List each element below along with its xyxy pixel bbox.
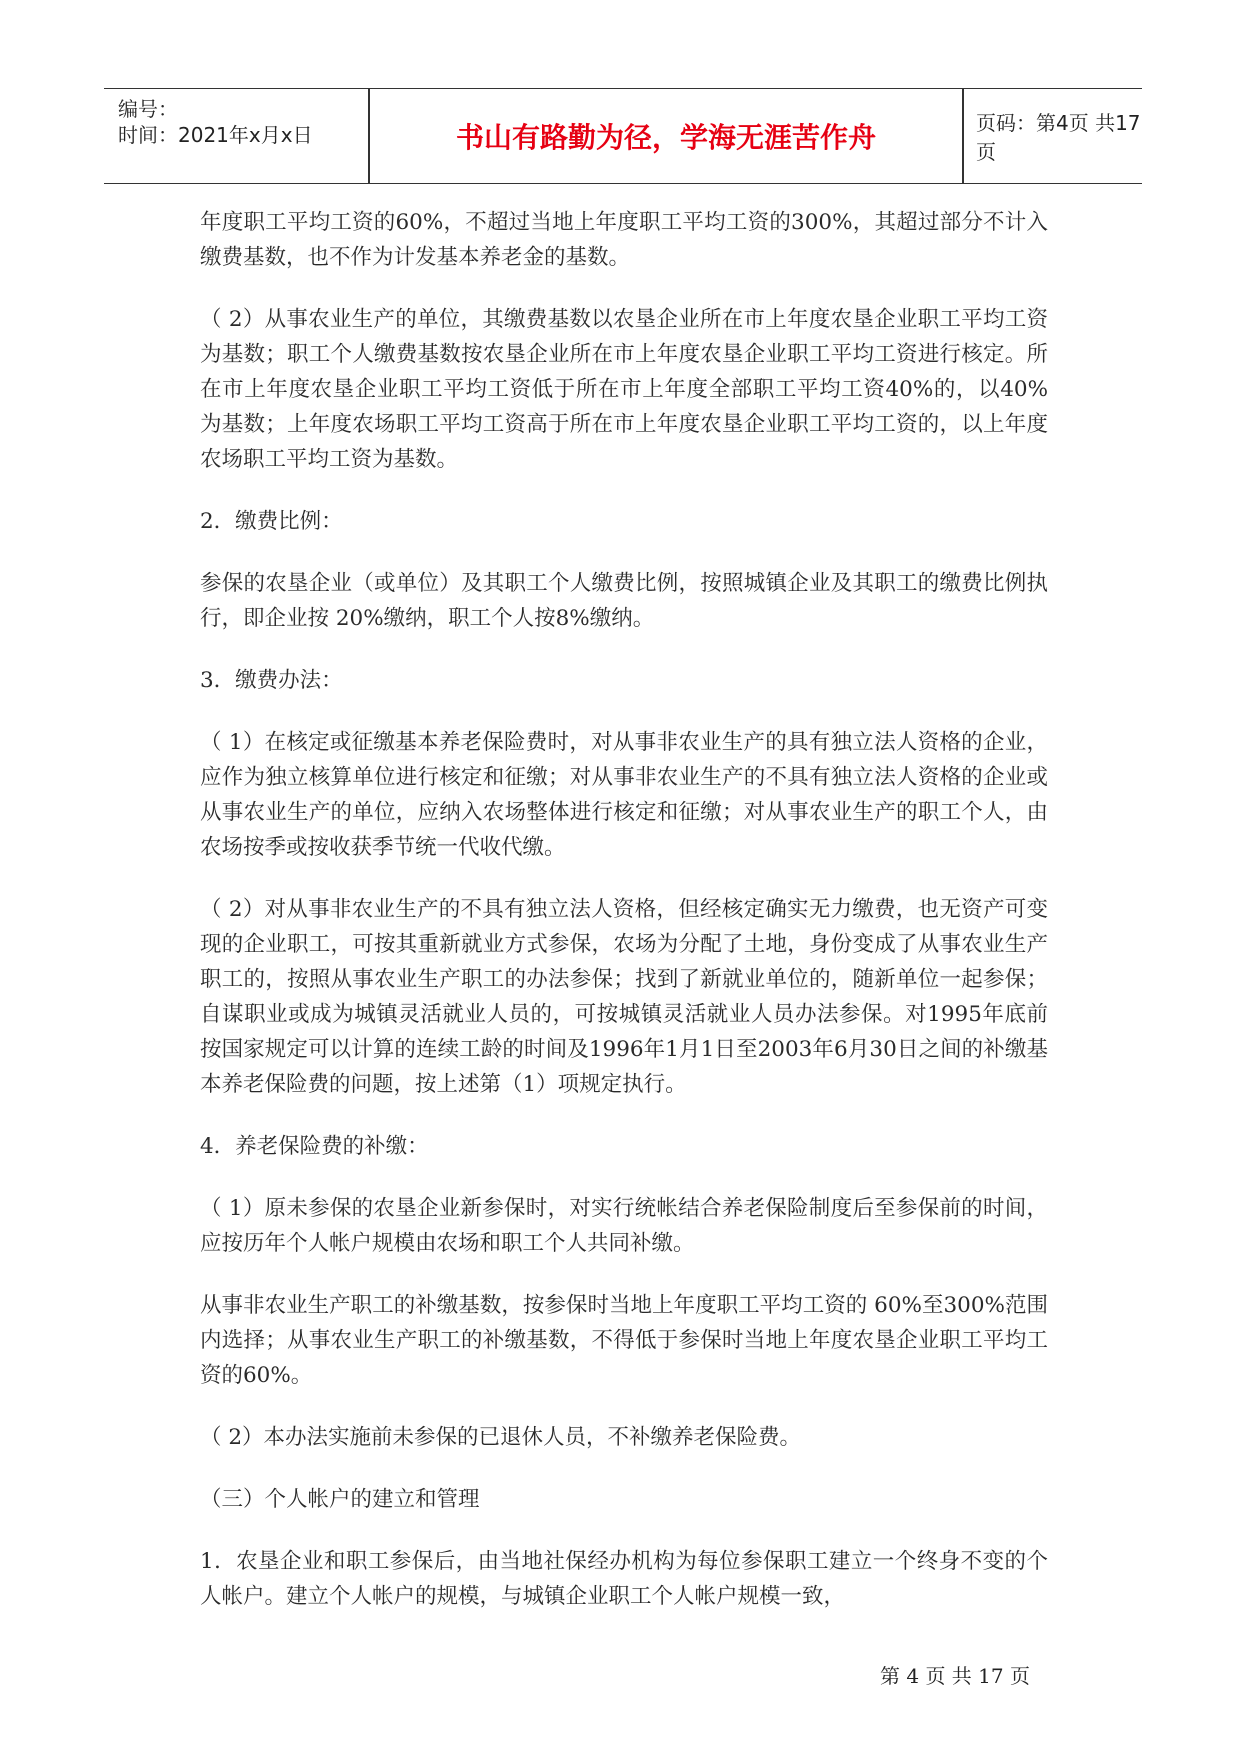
document-body [200, 205, 1048, 1641]
paragraph: （ 2）本办法实施前未参保的已退休人员，不补缴养老保险费。 [200, 1425, 802, 1450]
section-heading: 2．缴费比例： [200, 509, 343, 534]
paragraph: （ 1）在核定或征缴基本养老保险费时，对从事非农业生产的具有独立法人资格的企业，应作为独立核算单位进行核定和征缴；对从事非农业生产的不具有独立法人资格的企业或从事农业生产的单位，应纳入农场整体进行核定和征缴；对从事农业生产的职工个人，由农场按季或按收获季节统一代收代缴。 [200, 730, 1048, 860]
header-motto: 书山有路勤为径，学海无涯苦作舟 [455, 121, 876, 154]
document-number-label: 编号： [118, 97, 178, 121]
document-time-label: 时间：2021年x月x日 [118, 123, 313, 147]
paragraph: 1．农垦企业和职工参保后，由当地社保经办机构为每位参保职工建立一个终身不变的个人帐户。建立个人帐户的规模，与城镇企业职工个人帐户规模一致， [200, 1549, 1048, 1609]
page-header [104, 88, 1142, 184]
paragraph: 参保的农垦企业（或单位）及其职工个人缴费比例，按照城镇企业及其职工的缴费比例执行，即企业按 20%缴纳，职工个人按8%缴纳。 [200, 571, 1048, 631]
page-footer: 第 4 页 共 17 页 [880, 1664, 1030, 1688]
paragraph: （ 1）原未参保的农垦企业新参保时，对实行统帐结合养老保险制度后至参保前的时间，应按历年个人帐户规模由农场和职工个人共同补缴。 [200, 1196, 1048, 1256]
section-heading: （三）个人帐户的建立和管理 [200, 1487, 480, 1512]
paragraph: （ 2）对从事非农业生产的不具有独立法人资格，但经核定确实无力缴费，也无资产可变现的企业职工，可按其重新就业方式参保，农场为分配了土地，身份变成了从事农业生产职工的，按照从事农业生产职工的办法参保；找到了新就业单位的，随新单位一起参保；自谋职业或成为城镇灵活就业人员的，可按城镇灵活就业人员办法参保。对1995年底前按国家规定可以计算的连续工龄的时间及1996年1月1日至2003年6月30日之间的补缴基本养老保险费的问题，按上述第（1）项规定执行。 [200, 897, 1048, 1097]
section-heading: 3．缴费办法： [200, 668, 343, 693]
paragraph: 年度职工平均工资的60%，不超过当地上年度职工平均工资的300%，其超过部分不计入缴费基数，也不作为计发基本养老金的基数。 [200, 210, 1048, 270]
section-heading: 4．养老保险费的补缴： [200, 1134, 429, 1159]
header-meta [104, 89, 368, 183]
header-page-code: 页码：第4页 共17页 [976, 111, 1141, 164]
paragraph: （ 2）从事农业生产的单位，其缴费基数以农垦企业所在市上年度农垦企业职工平均工资为基数；职工个人缴费基数按农垦企业所在市上年度农垦企业职工平均工资进行核定。所在市上年度农垦企业职工平均工资低于所在市上年度全部职工平均工资40%的，以40%为基数；上年度农场职工平均工资高于所在市上年度农垦企业职工平均工资的，以上年度农场职工平均工资为基数。 [200, 307, 1048, 472]
paragraph: 从事非农业生产职工的补缴基数，按参保时当地上年度职工平均工资的 60%至300%范围内选择；从事农业生产职工的补缴基数，不得低于参保时当地上年度农垦企业职工平均工资的60%。 [200, 1293, 1048, 1388]
